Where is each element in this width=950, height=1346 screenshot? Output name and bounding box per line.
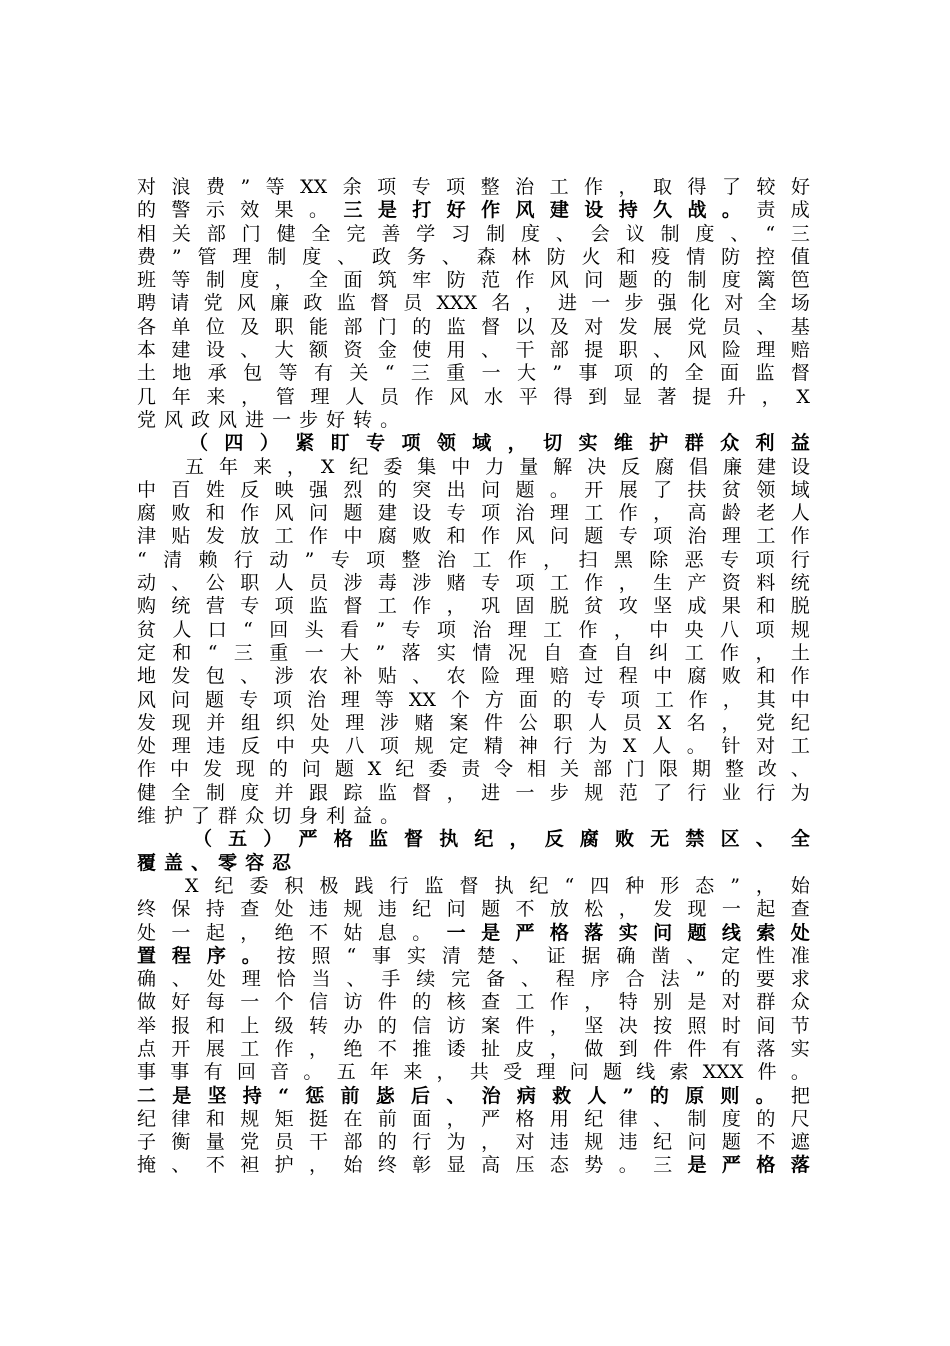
text-line: 确 、 处 理 恰 当 、 手 续 完 备 、 程 序 合 法 ” 的 要 求 bbox=[137, 968, 810, 991]
text-line: 点 开 展 工 作 ， 绝 不 推 诿 扯 皮 ， 做 到 件 件 有 落 实 bbox=[137, 1037, 810, 1060]
text-line: 费 ” 管 理 制 度 、 政 务 、 森 林 防 火 和 疫 情 防 控 值 bbox=[137, 245, 810, 268]
text-line: 健 全 制 度 并 跟 踪 监 督 ， 进 一 步 规 范 了 行 业 行 为 bbox=[137, 781, 810, 804]
text-line: 二 是 坚 持 “ 惩 前 毖 后 、 治 病 救 人 ” 的 原 则 。 把 bbox=[137, 1084, 810, 1107]
text-line: 风 问 题 专 项 治 理 等 XX 个 方 面 的 专 项 工 作 ， 其 中 bbox=[137, 688, 810, 711]
text-line: 动 、 公 职 人 员 涉 毒 涉 赌 专 项 工 作 ， 生 产 资 料 统 bbox=[137, 572, 810, 595]
text-line: 各 单 位 及 职 能 部 门 的 监 督 以 及 对 发 展 党 员 、 基 bbox=[137, 315, 810, 338]
text-line: 做 好 每 一 个 信 访 件 的 核 查 工 作 ， 特 别 是 对 群 众 bbox=[137, 991, 810, 1014]
text-line: 覆 盖 、 零 容 忍 bbox=[137, 851, 292, 874]
text-line: 处 理 违 反 中 央 八 项 规 定 精 神 行 为 X 人 。 针 对 工 bbox=[137, 735, 810, 758]
text-line: 相 关 部 门 健 全 完 善 学 习 制 度 、 会 议 制 度 、 “ 三 bbox=[137, 222, 810, 245]
text-line: 聘 请 党 风 廉 政 监 督 员 XXX 名 ， 进 一 步 强 化 对 全 场 bbox=[137, 292, 810, 315]
text-line: 的 警 示 效 果 。 三 是 打 好 作 风 建 设 持 久 战 。 责 成 bbox=[137, 199, 810, 222]
text-line: 津 贴 发 放 工 作 中 腐 败 和 作 风 问 题 专 项 治 理 工 作 bbox=[137, 525, 810, 548]
text-line: 作 中 发 现 的 问 题 X 纪 委 责 令 相 关 部 门 限 期 整 改 、 bbox=[137, 758, 810, 781]
text-line: 土 地 承 包 等 有 关 “ 三 重 一 大 ” 事 项 的 全 面 监 督 bbox=[137, 362, 810, 385]
document-body bbox=[137, 176, 810, 1178]
text-line: 掩 、 不 袒 护 ， 始 终 彰 显 高 压 态 势 。 三 是 严 格 落 bbox=[137, 1154, 810, 1177]
text-line: （ 四 ） 紧 盯 专 项 领 域 ， 切 实 维 护 群 众 利 益 bbox=[189, 432, 810, 455]
text-line: 处 一 起 ， 绝 不 姑 息 。 一 是 严 格 落 实 问 题 线 索 处 bbox=[137, 921, 810, 944]
text-line: 维 护 了 群 众 切 身 利 益 。 bbox=[137, 805, 400, 828]
text-line: 举 报 和 上 级 转 办 的 信 访 案 件 ， 坚 决 按 照 时 间 节 bbox=[137, 1014, 810, 1037]
text-line: 班 等 制 度 ， 全 面 筑 牢 防 范 作 风 问 题 的 制 度 篱 笆 bbox=[137, 269, 810, 292]
text-line: 终 保 持 查 处 违 规 违 纪 问 题 不 放 松 ， 发 现 一 起 查 bbox=[137, 898, 810, 921]
text-line: 置 程 序 。 按 照 “ 事 实 清 楚 、 证 据 确 凿 、 定 性 准 bbox=[137, 944, 810, 967]
text-line: 五 年 来 ， X 纪 委 集 中 力 量 解 决 反 腐 倡 廉 建 设 bbox=[185, 455, 810, 478]
text-line: “ 清 赖 行 动 ” 专 项 整 治 工 作 ， 扫 黑 除 恶 专 项 行 bbox=[137, 548, 810, 571]
text-line: X 纪 委 积 极 践 行 监 督 执 纪 “ 四 种 形 态 ” ， 始 bbox=[185, 874, 810, 897]
text-line: 贫 人 口 “ 回 头 看 ” 专 项 治 理 工 作 ， 中 央 八 项 规 bbox=[137, 618, 810, 641]
text-line: 事 事 有 回 音 。 五 年 来 ， 共 受 理 问 题 线 索 XXX 件 。 bbox=[137, 1061, 810, 1084]
text-line: 子 衡 量 党 员 干 部 的 行 为 ， 对 违 规 违 纪 问 题 不 遮 bbox=[137, 1131, 810, 1154]
text-line: （ 五 ） 严 格 监 督 执 纪 ， 反 腐 败 无 禁 区 、 全 bbox=[193, 828, 810, 851]
text-line: 定 和 “ 三 重 一 大 ” 落 实 情 况 自 查 自 纠 工 作 ， 土 bbox=[137, 641, 810, 664]
text-line: 对 浪 费 ” 等 XX 余 项 专 项 整 治 工 作 ， 取 得 了 较 好 bbox=[137, 176, 810, 198]
text-line: 购 统 营 专 项 监 督 工 作 ， 巩 固 脱 贫 攻 坚 成 果 和 脱 bbox=[137, 595, 810, 618]
text-line: 党 风 政 风 进 一 步 好 转 。 bbox=[137, 408, 400, 431]
text-line: 发 现 并 组 织 处 理 涉 赌 案 件 公 职 人 员 X 名 ， 党 纪 bbox=[137, 711, 810, 734]
text-line: 纪 律 和 规 矩 挺 在 前 面 ， 严 格 用 纪 律 、 制 度 的 尺 bbox=[137, 1107, 810, 1130]
text-line: 腐 败 和 作 风 问 题 建 设 专 项 治 理 工 作 ， 高 龄 老 人 bbox=[137, 502, 810, 525]
text-line: 本 建 设 、 大 额 资 金 使 用 、 干 部 提 职 、 风 险 理 赔 bbox=[137, 339, 810, 362]
text-line: 几 年 来 ， 管 理 人 员 作 风 水 平 得 到 显 著 提 升 ， X bbox=[137, 385, 810, 408]
text-line: 地 发 包 、 涉 农 补 贴 、 农 险 理 赔 过 程 中 腐 败 和 作 bbox=[137, 665, 810, 688]
text-line: 中 百 姓 反 映 强 烈 的 突 出 问 题 。 开 展 了 扶 贫 领 域 bbox=[137, 478, 810, 501]
